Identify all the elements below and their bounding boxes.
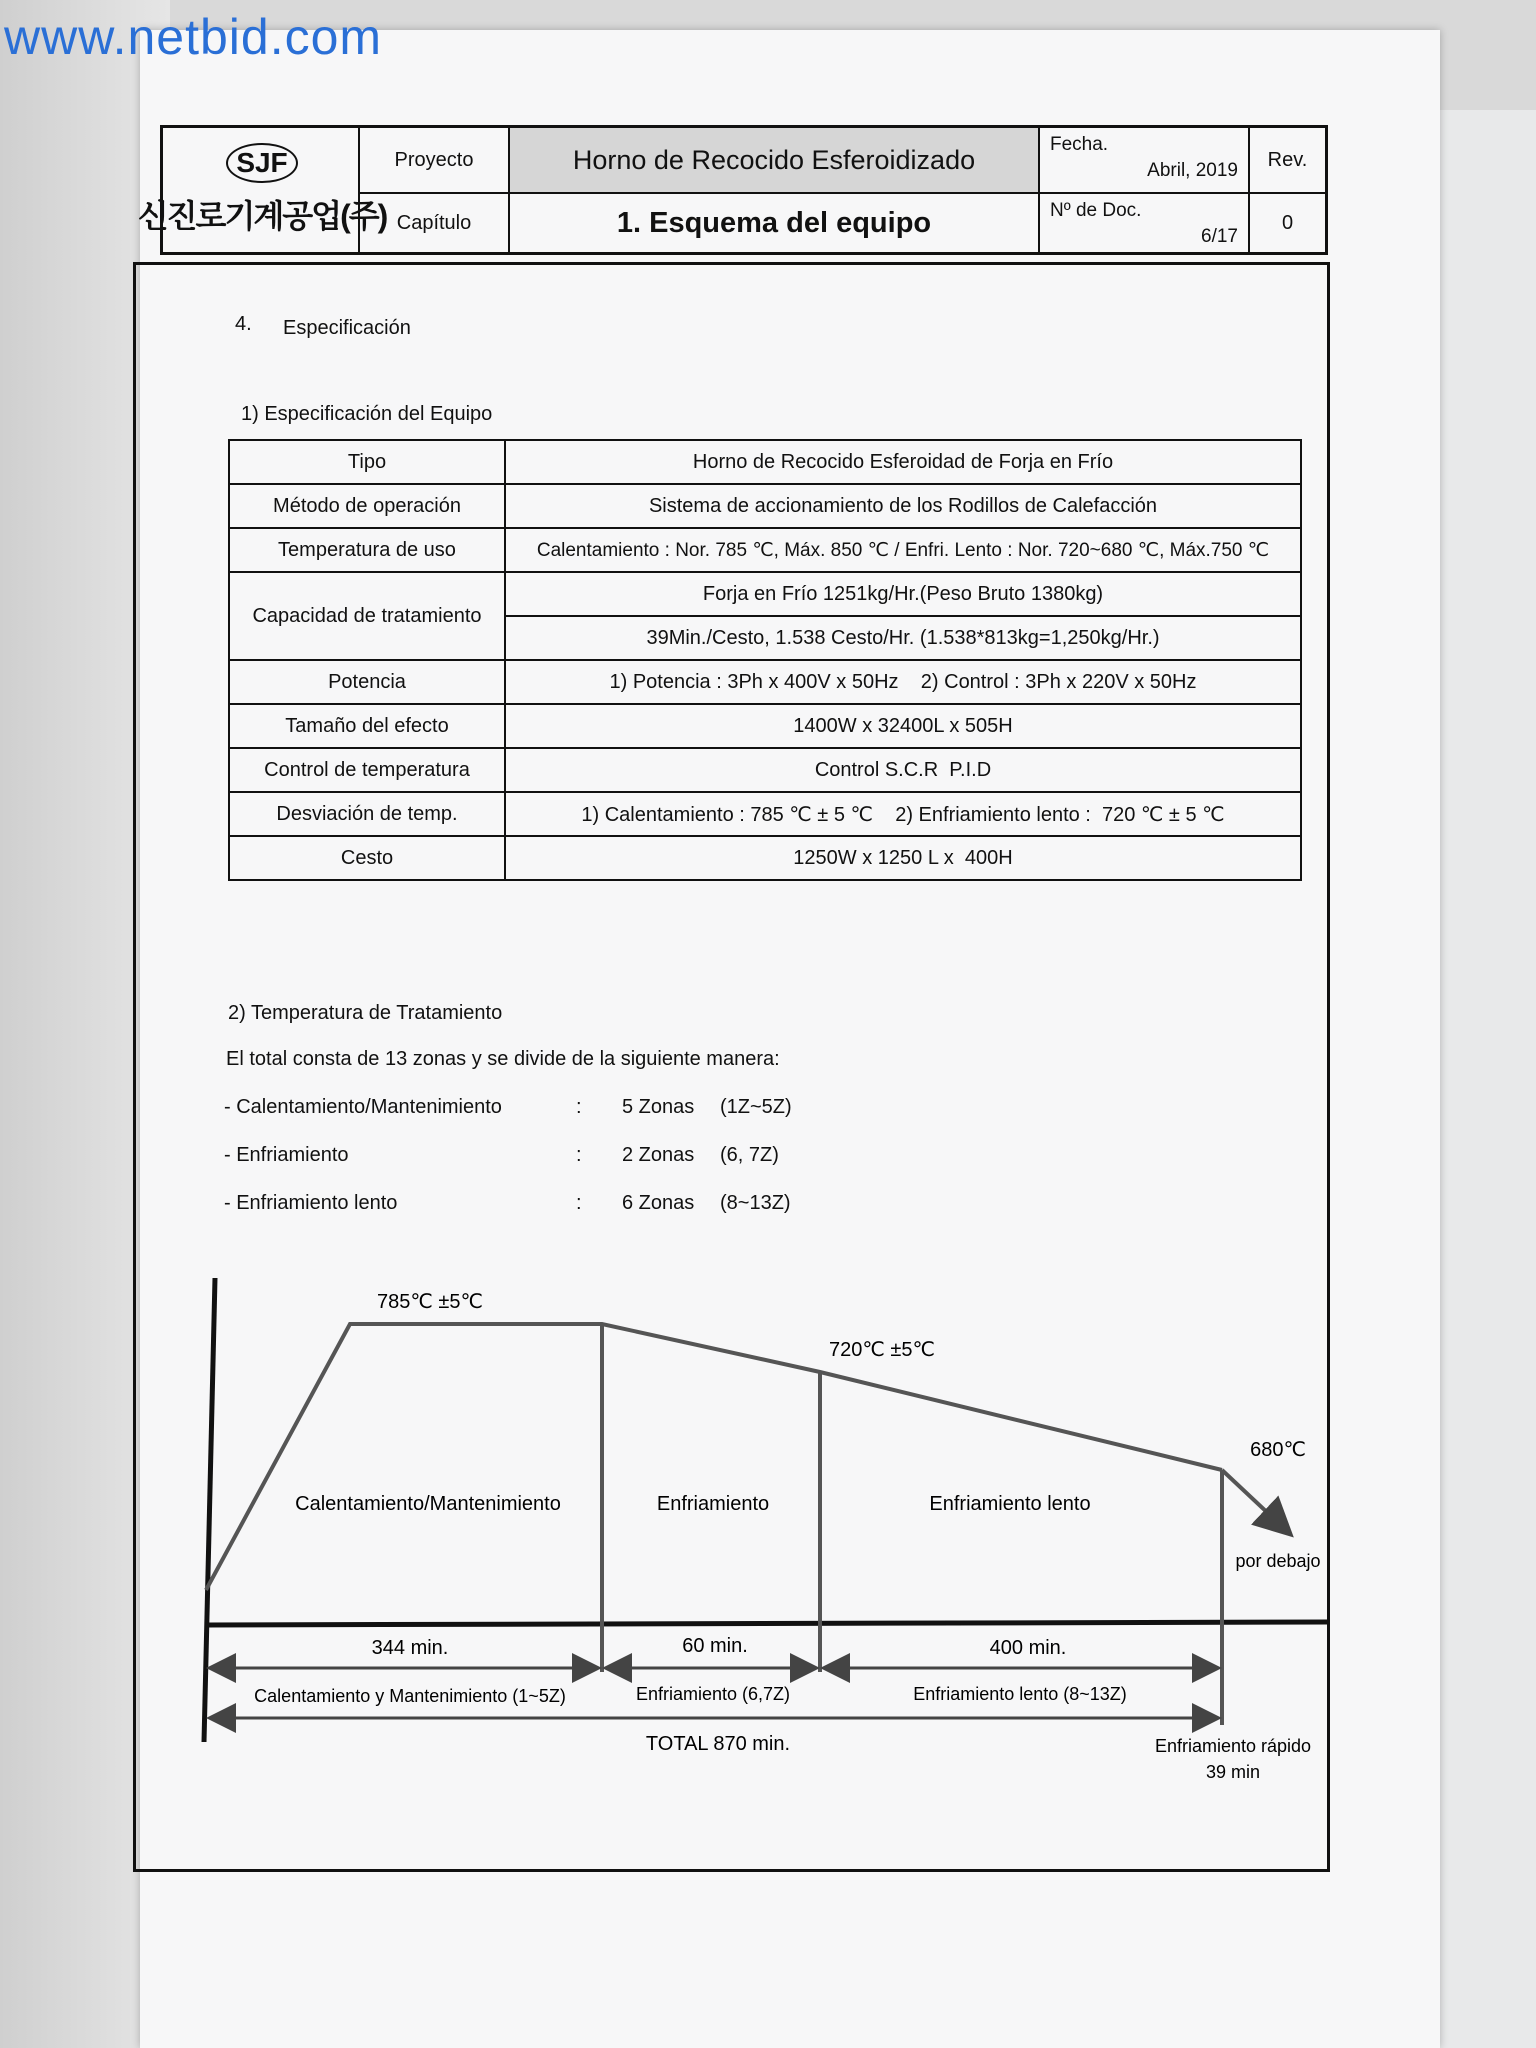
logo-text: 신진로기계공업(주) — [137, 198, 387, 234]
capitulo-value: 1. Esquema del equipo — [508, 194, 1038, 252]
table-row — [229, 748, 1301, 792]
duration-label: 60 min. — [682, 1635, 748, 1657]
table-row — [229, 704, 1301, 748]
spec-value: 1) Calentamiento : 785 ℃ ± 5 ℃ 2) Enfriamiento lento : 720 ℃ ± 5 ℃ — [505, 792, 1301, 836]
table-row — [229, 528, 1301, 572]
temp-mid-label: 720℃ ±5℃ — [829, 1339, 935, 1361]
spec-table — [228, 439, 1302, 881]
zone-name: - Enfriamiento — [224, 1144, 349, 1166]
spec-value: 39Min./Cesto, 1.538 Cesto/Hr. (1.538*813kg=1,250kg/Hr.) — [505, 616, 1301, 660]
total-label: TOTAL 870 min. — [645, 1733, 791, 1755]
fecha-label: Fecha. — [1050, 134, 1109, 155]
spec-key: Tipo — [229, 440, 505, 484]
fecha-value: Abril, 2019 — [1147, 160, 1238, 181]
y-axis — [204, 1278, 215, 1742]
temp-low-label: 680℃ — [1250, 1439, 1306, 1461]
spec-value: Calentamiento : Nor. 785 ℃, Máx. 850 ℃ / Enfri. Lento : Nor. 720~680 ℃, Máx.750 ℃ — [505, 528, 1301, 572]
temperature-curve — [206, 1324, 1222, 1590]
section-number: 4. — [235, 313, 252, 335]
below-label: por debajo — [1235, 1551, 1321, 1571]
company-logo — [137, 128, 387, 252]
rapid-cooling-label: Enfriamiento rápido — [1154, 1736, 1312, 1756]
spec-key: Desviación de temp. — [229, 792, 505, 836]
x-axis — [206, 1622, 1330, 1625]
spec-value: 1400W x 32400L x 505H — [505, 704, 1301, 748]
background-right — [1430, 110, 1536, 2048]
phase-label: Enfriamiento lento — [929, 1493, 1091, 1515]
zone-label: Calentamiento y Mantenimiento (1~5Z) — [254, 1686, 566, 1706]
table-row — [229, 572, 1301, 616]
spec-key: Capacidad de tratamiento — [229, 572, 505, 660]
spec-value: Sistema de accionamiento de los Rodillos de Calefacción — [505, 484, 1301, 528]
phase-label: Calentamiento/Mantenimiento — [295, 1493, 561, 1515]
doc-cell — [1038, 194, 1248, 252]
spec-value: 1) Potencia : 3Ph x 400V x 50Hz 2) Control : 3Ph x 220V x 50Hz — [505, 660, 1301, 704]
zone-count: 2 Zonas — [622, 1144, 695, 1166]
table-row — [229, 836, 1301, 880]
table-row — [229, 660, 1301, 704]
zone-name: - Calentamiento/Mantenimiento — [224, 1096, 502, 1118]
spec-value: Control S.C.R P.I.D — [505, 748, 1301, 792]
treatment-title: 2) Temperatura de Tratamiento — [228, 1002, 503, 1024]
temp-high-label: 785℃ ±5℃ — [377, 1291, 483, 1313]
doc-label: Nº de Doc. — [1050, 200, 1142, 221]
zone-name: - Enfriamiento lento — [224, 1192, 398, 1214]
phase-label: Enfriamiento — [656, 1493, 770, 1515]
zone-label: Enfriamiento lento (8~13Z) — [913, 1684, 1127, 1704]
rev-value: 0 — [1248, 194, 1325, 252]
zone-count: 6 Zonas — [622, 1192, 695, 1214]
watermark: www.netbid.com — [4, 9, 383, 65]
proyecto-value: Horno de Recocido Esferoidizado — [508, 128, 1038, 192]
logo-mark: SJF — [226, 143, 297, 183]
section-title: Especificación — [283, 317, 411, 339]
spec-key: Control de temperatura — [229, 748, 505, 792]
duration-label: 344 min. — [371, 1637, 449, 1659]
table-row — [229, 792, 1301, 836]
duration-label: 400 min. — [989, 1637, 1067, 1659]
treatment-intro: El total consta de 13 zonas y se divide de la siguiente manera: — [226, 1048, 780, 1070]
spec-value: 1250W x 1250 L x 400H — [505, 836, 1301, 880]
zone-separator: : — [576, 1192, 582, 1214]
spec-value: Forja en Frío 1251kg/Hr.(Peso Bruto 1380kg) — [505, 572, 1301, 616]
table-row — [229, 440, 1301, 484]
rev-label: Rev. — [1248, 128, 1325, 192]
cooling-arrow — [1222, 1470, 1288, 1532]
zone-separator: : — [576, 1096, 582, 1118]
spec-key: Temperatura de uso — [229, 528, 505, 572]
capitulo-label: Capítulo — [358, 194, 508, 252]
doc-value: 6/17 — [1201, 226, 1238, 247]
proyecto-label: Proyecto — [358, 128, 508, 192]
spec-key: Cesto — [229, 836, 505, 880]
zone-separator: : — [576, 1144, 582, 1166]
zone-range: (8~13Z) — [720, 1192, 791, 1214]
zone-count: 5 Zonas — [622, 1096, 695, 1118]
spec-title: 1) Especificación del Equipo — [241, 403, 493, 425]
zone-range: (6, 7Z) — [720, 1144, 779, 1166]
zone-label: Enfriamiento (6,7Z) — [635, 1684, 791, 1704]
fecha-cell — [1038, 128, 1248, 192]
zone-range: (1Z~5Z) — [720, 1096, 792, 1118]
spec-value: Horno de Recocido Esferoidad de Forja en Frío — [505, 440, 1301, 484]
temperature-profile-diagram — [190, 1270, 1340, 1790]
table-row — [229, 484, 1301, 528]
spec-key: Método de operación — [229, 484, 505, 528]
spec-key: Potencia — [229, 660, 505, 704]
rapid-cooling-time: 39 min — [1205, 1762, 1261, 1782]
document-header — [137, 125, 1328, 255]
spec-key: Tamaño del efecto — [229, 704, 505, 748]
